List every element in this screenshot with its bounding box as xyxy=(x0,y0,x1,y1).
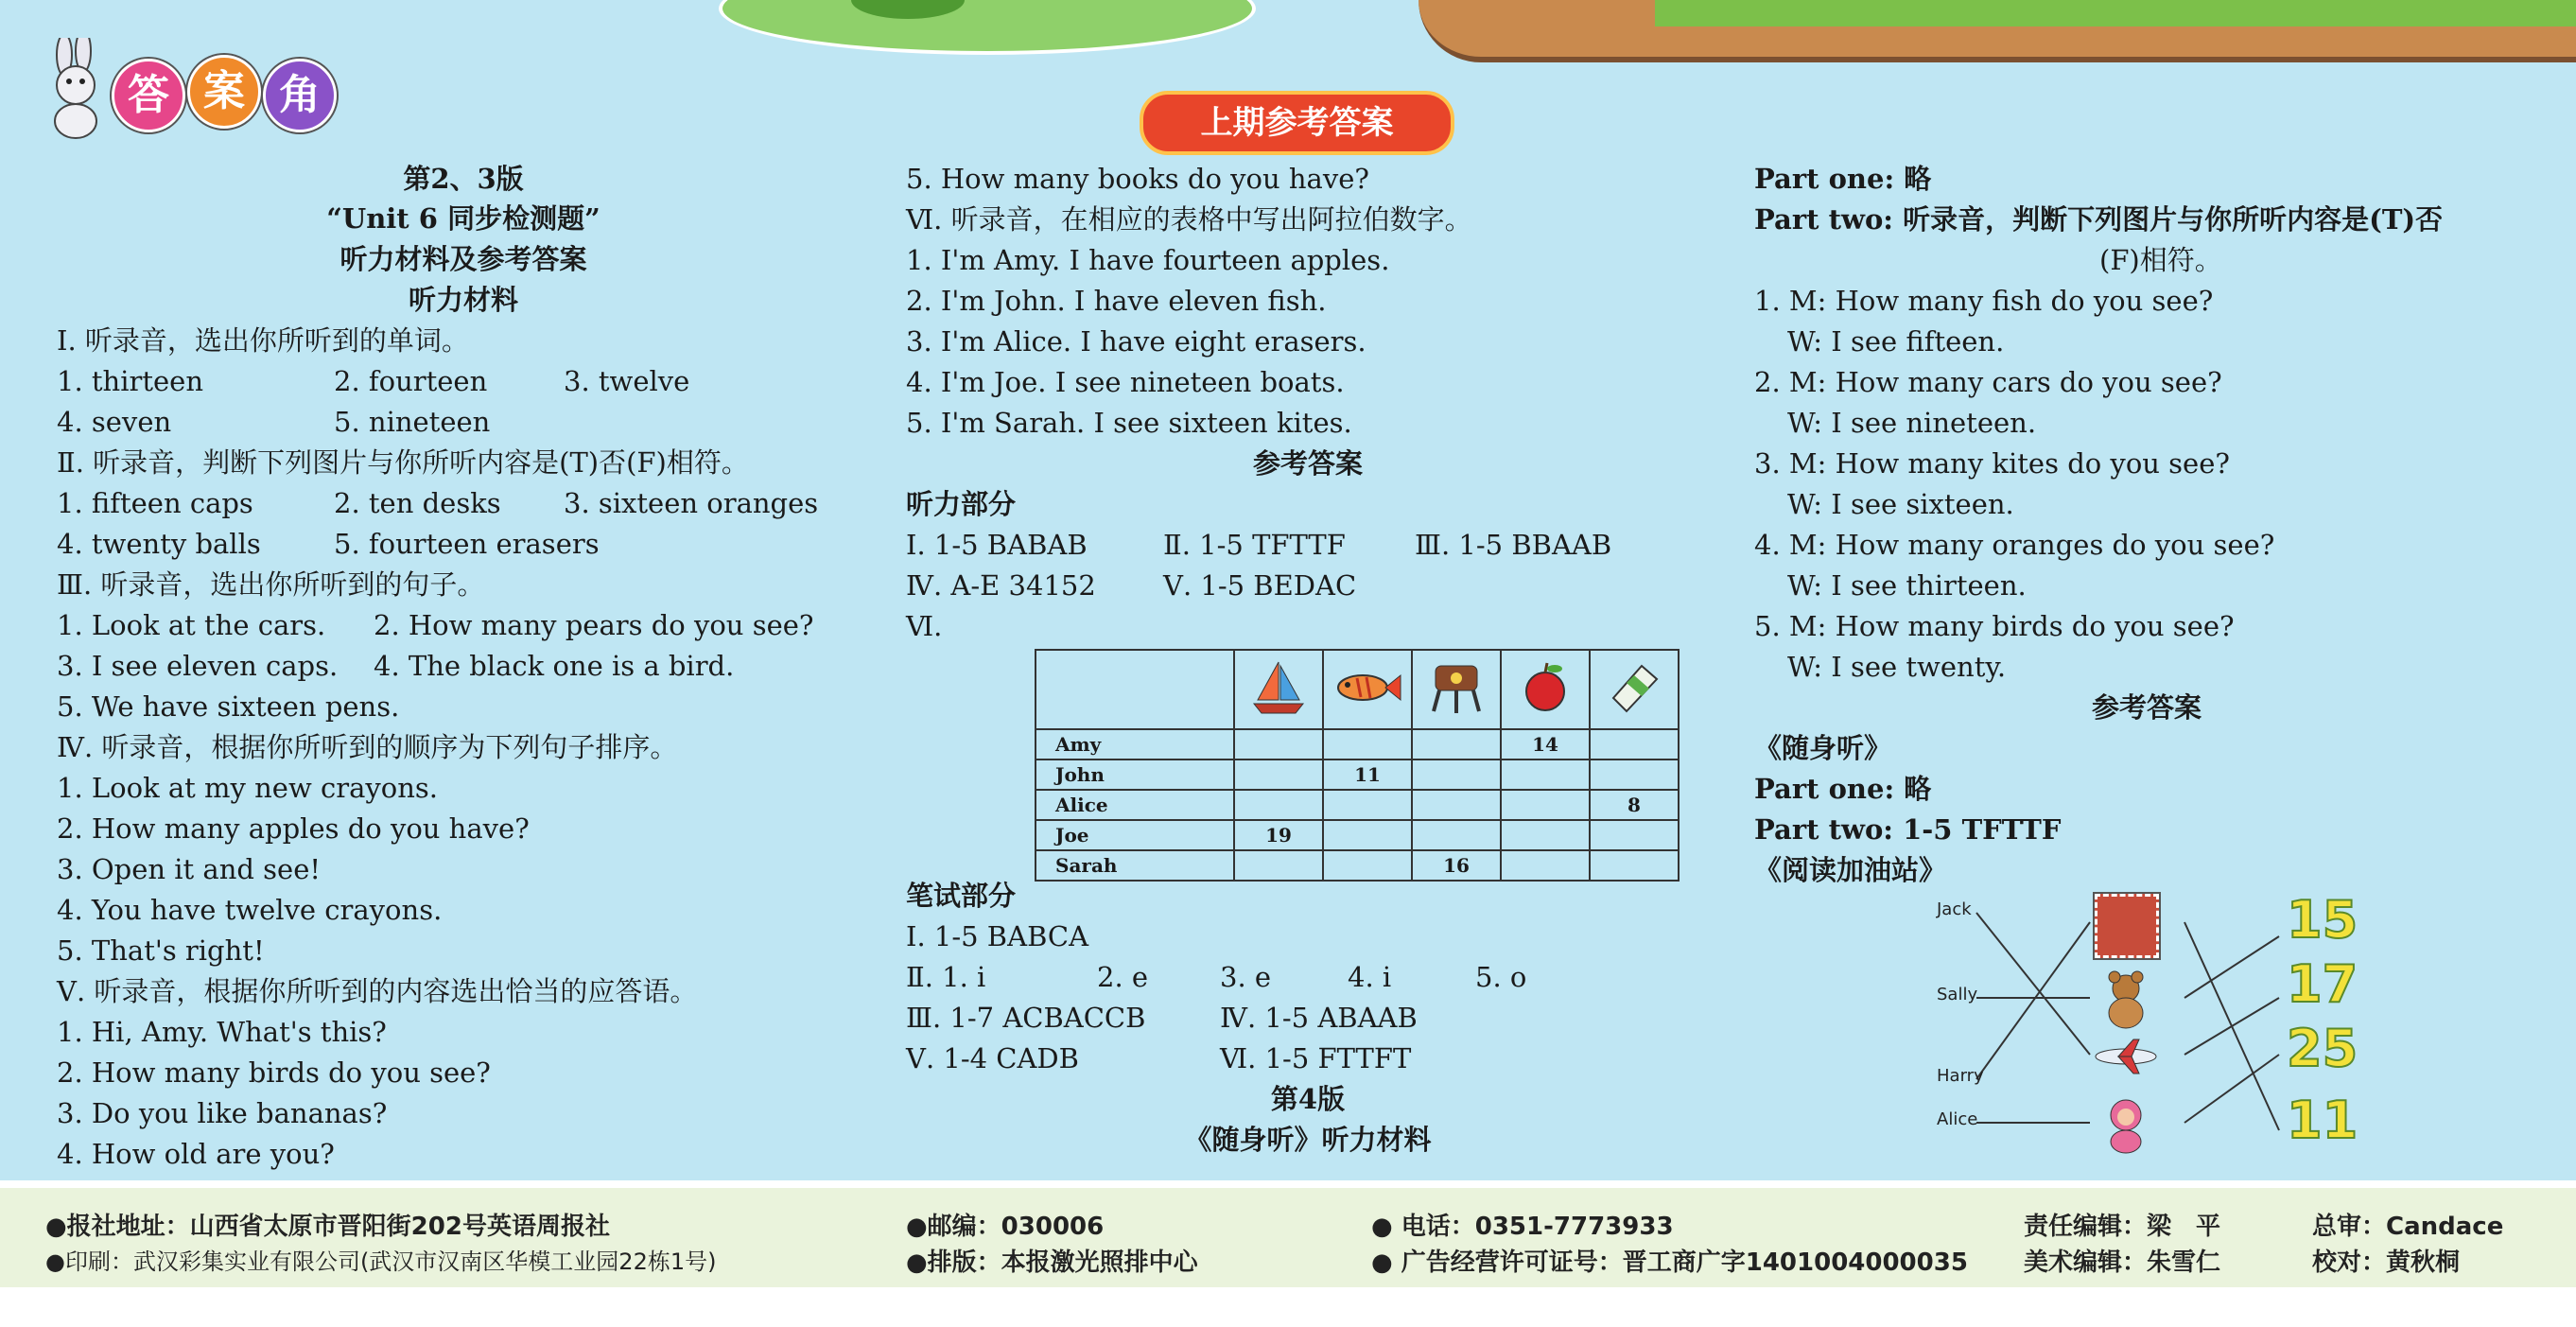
q2-item: 2. ten desks xyxy=(334,487,501,519)
q3-item: 1. Look at the cars. xyxy=(57,609,326,641)
footer-phone: ● 电话：0351-7773933 xyxy=(1371,1213,1674,1241)
table-cell: 11 xyxy=(1323,760,1412,790)
answer-line: Ⅰ. 1-5 BABCA xyxy=(906,920,1089,952)
table-cell: 8 xyxy=(1590,790,1679,820)
footer-editor: 责任编辑：梁 平 xyxy=(2024,1213,2221,1241)
footer xyxy=(0,1180,2576,1327)
dialog-line: 5. M: How many birds do you see? xyxy=(1754,610,2235,642)
part-two-answer: Part two: 1-5 TFTTF xyxy=(1754,813,2062,846)
q4-instruction: Ⅳ. 听录音，根据你所听到的顺序为下列句子排序。 xyxy=(57,731,678,763)
q2-item: 5. fourteen erasers xyxy=(334,528,600,560)
matching-diagram xyxy=(1920,884,2449,1159)
dialog-line: W: I see sixteen. xyxy=(1787,488,2014,520)
match-name: Alice xyxy=(1937,1109,1978,1129)
writing-part-heading: 笔试部分 xyxy=(906,880,1017,912)
answer-line: Ⅲ. 1-5 BBAAB xyxy=(1415,529,1612,561)
part-one-line: Part one: 略 xyxy=(1754,163,1932,195)
listening-material-heading: 听力材料 xyxy=(408,284,518,316)
q1-item: 1. thirteen xyxy=(57,365,204,397)
match-number: 11 xyxy=(2287,1091,2358,1150)
table-cell: 14 xyxy=(1501,729,1590,760)
dialog-line: W: I see fifteen. xyxy=(1787,325,2005,358)
answer-line: 4. i xyxy=(1348,961,1392,993)
answer-line: Ⅱ. 1-5 TFTTF xyxy=(1163,529,1346,561)
footer-proof: 校对：黄秋桐 xyxy=(2312,1248,2461,1277)
q4-item: 2. How many apples do you have? xyxy=(57,812,530,845)
section-subtitle: 听力材料及参考答案 xyxy=(339,243,587,275)
q2-item: 1. fifteen caps xyxy=(57,487,253,519)
q6-item: 5. I'm Sarah. I see sixteen kites. xyxy=(906,407,1352,439)
footer-license: ● 广告经营许可证号：晋工商广字1401004000035 xyxy=(1371,1248,1968,1277)
match-number: 25 xyxy=(2287,1019,2358,1078)
q5-item: 1. Hi, Amy. What's this? xyxy=(57,1016,387,1048)
logo-bubble-3: 角 xyxy=(263,59,337,132)
answer-line: Ⅲ. 1-7 ACBACCB xyxy=(906,1002,1146,1034)
q5-item: 5. How many books do you have? xyxy=(906,163,1369,195)
row-name: John xyxy=(1036,760,1234,790)
answer-line: Ⅵ. 1-5 FTTFT xyxy=(1220,1042,1412,1074)
q3-item: 2. How many pears do you see? xyxy=(374,609,814,641)
answer-line: Ⅴ. 1-4 CADB xyxy=(906,1042,1079,1074)
q1-item: 4. seven xyxy=(57,406,172,438)
stamp-icon xyxy=(2095,894,2159,958)
q1-item: 2. fourteen xyxy=(334,365,488,397)
table-cell: 16 xyxy=(1412,850,1501,881)
q4-item: 1. Look at my new crayons. xyxy=(57,772,439,804)
logo-bubble-2: 案 xyxy=(187,55,261,129)
dialog-line: W: I see thirteen. xyxy=(1787,569,2027,602)
q1-item: 3. twelve xyxy=(564,365,690,397)
q3-item: 4. The black one is a bird. xyxy=(374,650,735,682)
footer-art: 美术编辑：朱雪仁 xyxy=(2024,1248,2221,1277)
answer-line: Ⅴ. 1-5 BEDAC xyxy=(1163,569,1357,602)
answer-line: Ⅳ. 1-5 ABAAB xyxy=(1220,1002,1418,1034)
page-ref-heading: 第2、3版 xyxy=(403,163,524,195)
match-number: 15 xyxy=(2287,890,2358,950)
footer-postcode: ●邮编：030006 xyxy=(906,1213,1105,1241)
q6-item: 1. I'm Amy. I have fourteen apples. xyxy=(906,244,1390,276)
section-title: 《阅读加油站》 xyxy=(1754,854,1947,886)
q1-item: 5. nineteen xyxy=(334,406,491,438)
match-name: Sally xyxy=(1937,985,1978,1004)
answer-line: Ⅳ. A-E 34152 xyxy=(906,569,1096,602)
section-title: 《随身听》 xyxy=(1754,732,1892,764)
q3-item: 5. We have sixteen pens. xyxy=(57,690,400,723)
dialog-line: 3. M: How many kites do you see? xyxy=(1754,447,2230,480)
plane-icon xyxy=(2090,1036,2162,1081)
doll-icon xyxy=(2097,1094,2154,1159)
page-4-heading: 第4版 xyxy=(1270,1083,1346,1115)
answer-line: Ⅵ. xyxy=(906,610,943,642)
q2-instruction: Ⅱ. 听录音，判断下列图片与你所听内容是(T)否(F)相符。 xyxy=(57,446,749,479)
section-banner: 上期参考答案 xyxy=(1140,91,1454,155)
match-name: Harry xyxy=(1937,1066,1984,1086)
listening-material-title: 《随身听》听力材料 xyxy=(1184,1124,1432,1156)
q6-item: 4. I'm Joe. I see nineteen boats. xyxy=(906,366,1345,398)
answer-line: 2. e xyxy=(1097,961,1149,993)
part-one-answer: Part one: 略 xyxy=(1754,773,1932,805)
answer-line: Ⅰ. 1-5 BABAB xyxy=(906,529,1088,561)
row-name: Amy xyxy=(1036,729,1234,760)
test-title: “Unit 6 同步检测题” xyxy=(326,202,600,235)
footer-print: ●印刷：武汉彩集实业有限公司(武汉市汉南区华模工业园22栋1号) xyxy=(45,1248,717,1275)
q2-item: 3. sixteen oranges xyxy=(564,487,819,519)
answer-line: 5. o xyxy=(1475,961,1527,993)
dialog-line: W: I see twenty. xyxy=(1787,651,2007,683)
answer-key-heading: 参考答案 xyxy=(1252,447,1363,480)
q4-item: 4. You have twelve crayons. xyxy=(57,894,443,926)
q2-item: 4. twenty balls xyxy=(57,528,261,560)
row-name: Joe xyxy=(1036,820,1234,850)
match-name: Jack xyxy=(1937,899,1972,919)
q5-instruction: Ⅴ. 听录音，根据你所听到的内容选出恰当的应答语。 xyxy=(57,975,698,1007)
footer-chief: 总审：Candace xyxy=(2312,1213,2504,1241)
q6-instruction: Ⅵ. 听录音，在相应的表格中写出阿拉伯数字。 xyxy=(906,203,1472,236)
answer-line: Ⅱ. 1. i xyxy=(906,961,986,993)
footer-typeset: ●排版：本报激光照排中心 xyxy=(906,1248,1198,1277)
row-name: Sarah xyxy=(1036,850,1234,881)
teddy-bear-icon xyxy=(2099,969,2152,1034)
row-name: Alice xyxy=(1036,790,1234,820)
q3-instruction: Ⅲ. 听录音，选出你所听到的句子。 xyxy=(57,568,485,601)
q5-item: 2. How many birds do you see? xyxy=(57,1056,491,1089)
dialog-line: 4. M: How many oranges do you see? xyxy=(1754,529,2275,561)
q6-item: 3. I'm Alice. I have eight erasers. xyxy=(906,325,1366,358)
dialog-line: W: I see nineteen. xyxy=(1787,407,2037,439)
part-two-line: Part two: 听录音，判断下列图片与你所听内容是(T)否 xyxy=(1754,203,2444,236)
q3-item: 3. I see eleven caps. xyxy=(57,650,339,682)
q5-item: 4. How old are you? xyxy=(57,1138,335,1170)
dialog-line: 1. M: How many fish do you see? xyxy=(1754,285,2214,317)
logo-bubble-1: 答 xyxy=(112,59,185,132)
q5-item: 3. Do you like bananas? xyxy=(57,1097,388,1129)
listening-part-heading: 听力部分 xyxy=(906,488,1017,520)
part-two-line-cont: (F)相符。 xyxy=(2099,244,2222,276)
dialog-line: 2. M: How many cars do you see? xyxy=(1754,366,2222,398)
q6-item: 2. I'm John. I have eleven fish. xyxy=(906,285,1327,317)
footer-address: ●报社地址：山西省太原市晋阳街202号英语周报社 xyxy=(45,1213,610,1241)
match-number: 17 xyxy=(2287,954,2358,1014)
answer-line: 3. e xyxy=(1220,961,1272,993)
q4-item: 3. Open it and see! xyxy=(57,853,322,885)
q4-item: 5. That's right! xyxy=(57,934,265,967)
matching-lines xyxy=(1920,884,2449,1159)
q1-instruction: Ⅰ. 听录音，选出你所听到的单词。 xyxy=(57,324,469,357)
table-cell: 19 xyxy=(1234,820,1323,850)
answer-key-heading: 参考答案 xyxy=(2091,691,2202,724)
